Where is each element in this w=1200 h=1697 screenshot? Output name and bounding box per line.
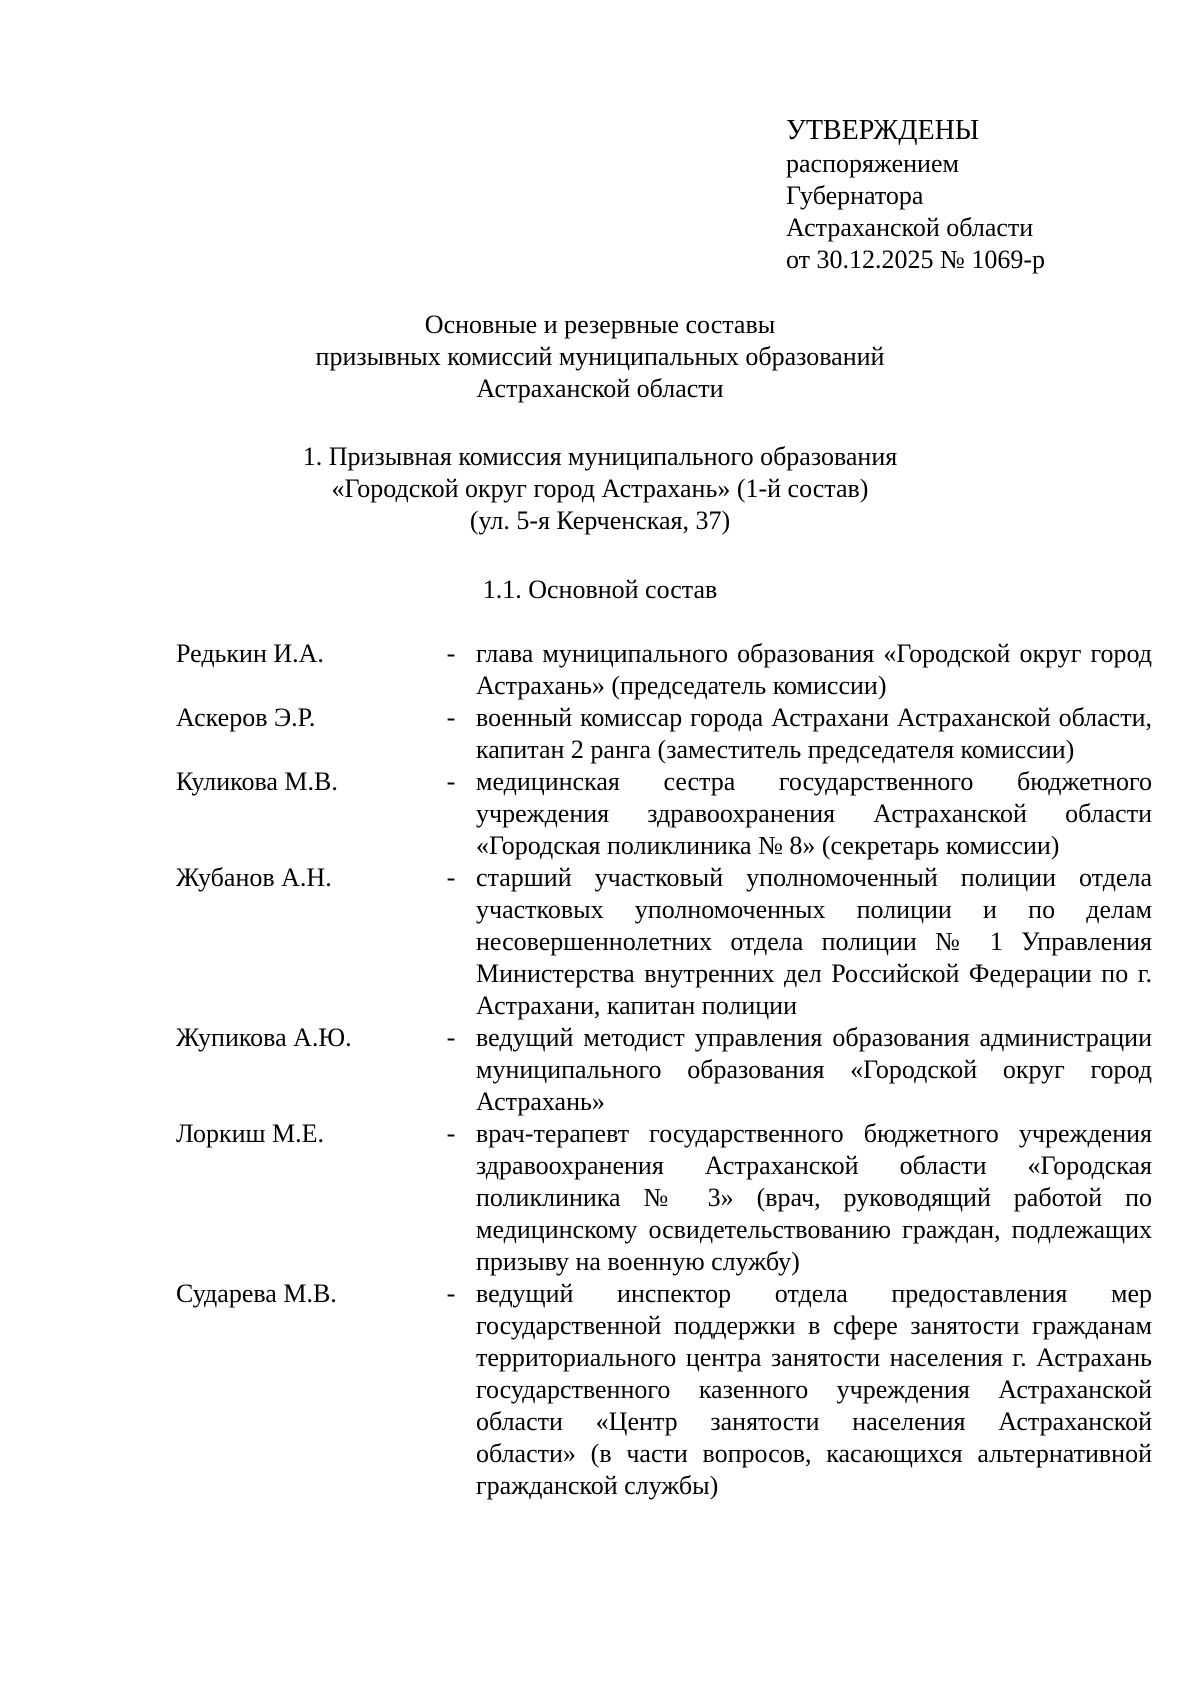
member-name: Аскеров Э.Р. xyxy=(176,703,316,732)
member-dash: - xyxy=(446,767,456,796)
member-name: Куликова М.В. xyxy=(176,767,338,796)
member-dash: - xyxy=(446,703,456,732)
member-dash: - xyxy=(446,863,456,892)
members-list xyxy=(176,638,1152,1502)
member-row xyxy=(176,1022,1152,1118)
member-role: глава муниципального образования «Городской округ город Астрахань» (председатель комиссии) xyxy=(476,639,1152,700)
subsection-heading: 1.1. Основной состав xyxy=(482,575,718,604)
member-role: старший участковый уполномоченный полиции отдела участковых уполномоченных полиции и по делам несовершеннолетних отдела полиции № 1 Управления Министерства внутренних дел Российской Федерации по г. Астрахани, капитан полиции xyxy=(476,863,1152,1020)
member-row xyxy=(176,1278,1152,1502)
member-role: медицинская сестра государственного бюджетного учреждения здравоохранения Астраханской области «Городская поликлиника № 8» (секретарь комиссии) xyxy=(476,767,1152,860)
approval-line-1: распоряжением xyxy=(786,149,959,178)
member-row xyxy=(176,638,1152,702)
commission-line-2: «Городской округ город Астрахань» (1-й состав) xyxy=(331,474,869,503)
title-line-1: Основные и резервные составы xyxy=(424,310,776,339)
member-row xyxy=(176,1118,1152,1278)
commission-heading xyxy=(0,441,1200,537)
title-line-3: Астраханской области xyxy=(476,374,724,403)
member-row xyxy=(176,862,1152,1022)
approval-date-prefix: от xyxy=(786,245,811,274)
approval-date: 30.12.2025 xyxy=(816,245,934,274)
approval-block xyxy=(786,114,1166,276)
approval-date-line xyxy=(786,244,1166,276)
approval-heading: УТВЕРЖДЕНЫ xyxy=(786,115,980,146)
member-dash: - xyxy=(446,639,456,668)
approval-number: № 1069-р xyxy=(940,245,1045,274)
member-name: Лоркиш М.Е. xyxy=(176,1119,325,1148)
member-dash: - xyxy=(446,1119,456,1148)
member-name: Жубанов А.Н. xyxy=(176,863,332,892)
title-line-2: призывных комиссий муниципальных образований xyxy=(315,342,885,371)
member-row xyxy=(176,766,1152,862)
member-dash: - xyxy=(446,1023,456,1052)
member-dash: - xyxy=(446,1279,456,1308)
commission-line-1: 1. Призывная комиссия муниципального образования xyxy=(302,442,898,471)
approval-line-3: Астраханской области xyxy=(786,213,1034,242)
member-row xyxy=(176,702,1152,766)
member-name: Сударева М.В. xyxy=(176,1279,337,1308)
member-role: военный комиссар города Астрахани Астраханской области, капитан 2 ранга (заместитель председателя комиссии) xyxy=(476,703,1152,764)
member-role: ведущий методист управления образования администрации муниципального образования «Городской округ город Астрахань» xyxy=(476,1023,1152,1116)
document-title xyxy=(0,309,1200,405)
member-name: Жупикова А.Ю. xyxy=(176,1023,352,1052)
member-role: ведущий инспектор отдела предоставления мер государственной поддержки в сфере занятости гражданам территориального центра занятости населения г. Астрахань государственного казенного учреждения Астраханской области «Центр занятости населения Астраханской области» (в части вопросов, касающихся альтернативной гражданской службы) xyxy=(476,1279,1152,1500)
member-role: врач-терапевт государственного бюджетного учреждения здравоохранения Астраханской области «Городская поликлиника № 3» (врач, руководящий работой по медицинскому освидетельствованию граждан, подлежащих призыву на военную службу) xyxy=(476,1119,1152,1276)
commission-line-3: (ул. 5-я Керченская, 37) xyxy=(469,506,731,535)
member-name: Редькин И.А. xyxy=(176,639,324,668)
approval-line-2: Губернатора xyxy=(786,181,924,210)
